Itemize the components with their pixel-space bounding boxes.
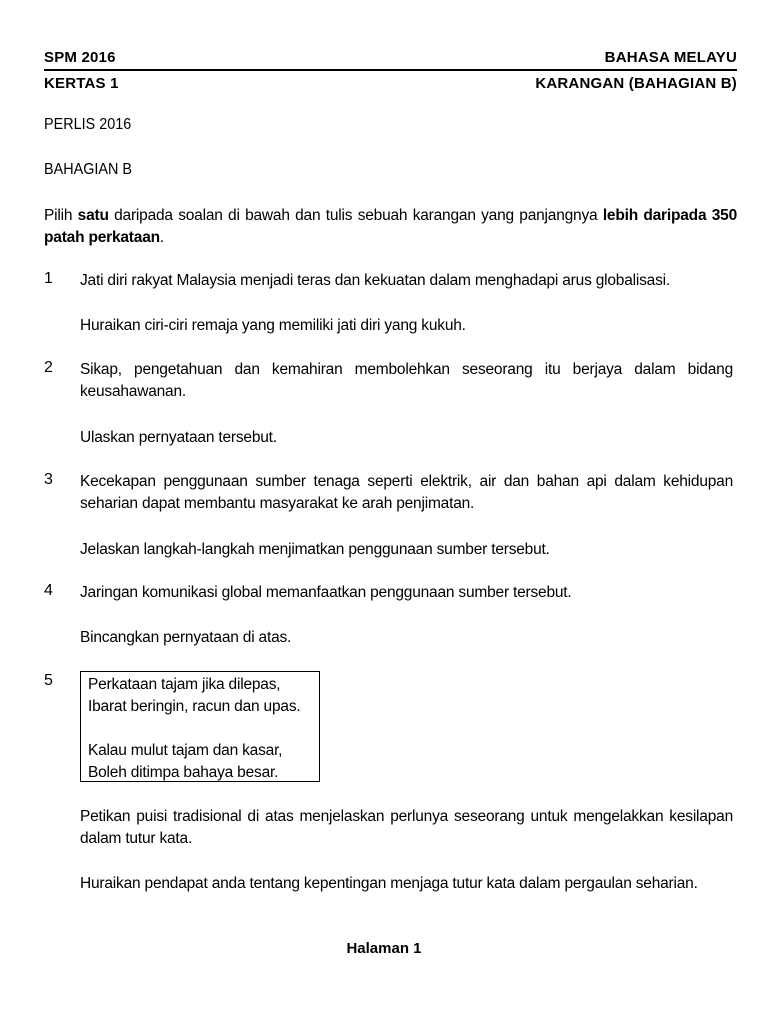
poem-line: Kalau mulut tajam dan kasar, <box>88 742 283 759</box>
question-task: Huraikan ciri-ciri remaja yang memiliki jati diri yang kukuh. <box>80 317 466 334</box>
question-number: 3 <box>44 471 53 488</box>
question-number: 4 <box>44 582 53 599</box>
section-title: BAHAGIAN B <box>44 161 133 178</box>
question-number: 2 <box>44 359 53 376</box>
page-number: Halaman 1 <box>346 940 422 957</box>
question-number: 1 <box>44 270 53 287</box>
question-statement: Jaringan komunikasi global memanfaatkan penggunaan sumber tersebut. <box>80 584 572 601</box>
poem-line: Ibarat beringin, racun dan upas. <box>88 698 301 715</box>
question-number: 5 <box>44 672 53 689</box>
header-row-top <box>44 49 737 71</box>
paper-year: SPM 2016 <box>44 49 116 66</box>
poem-line: Boleh ditimpa bahaya besar. <box>88 764 279 781</box>
state-title: PERLIS 2016 <box>44 116 132 133</box>
question-task: Bincangkan pernyataan di atas. <box>80 629 292 646</box>
poem-line: Perkataan tajam jika dilepas, <box>88 676 281 693</box>
paper-number: KERTAS 1 <box>44 75 119 92</box>
question-statement: Kecekapan penggunaan sumber tenaga seperti elektrik, air dan bahan api dalam kehidupan seharian dapat membantu masyarakat ke arah penjimatan. <box>80 473 733 512</box>
question-statement: Sikap, pengetahuan dan kemahiran membolehkan seseorang itu berjaya dalam bidang keusahawanan. <box>80 361 733 400</box>
question-statement: Jati diri rakyat Malaysia menjadi teras dan kekuatan dalam menghadapi arus globalisasi. <box>80 272 671 289</box>
subject-title: BAHASA MELAYU <box>604 49 737 66</box>
question-task: Jelaskan langkah-langkah menjimatkan penggunaan sumber tersebut. <box>80 541 550 558</box>
instruction-emphasis-one: satu <box>77 207 109 224</box>
instruction-emphasis-word-count: lebih daripada 350 patah perkataan <box>44 207 737 246</box>
header-row-bottom <box>44 75 737 92</box>
question-task: Huraikan pendapat anda tentang kepentingan menjaga tutur kata dalam pergaulan seharian. <box>80 875 698 892</box>
paper-section-title: KARANGAN (BAHAGIAN B) <box>535 75 737 92</box>
instruction-text: Pilih satu daripada soalan di bawah dan tulis sebuah karangan yang panjangnya lebih daripada 350 patah perkataan. <box>44 207 737 246</box>
question-statement: Petikan puisi tradisional di atas menjelaskan perlunya seseorang untuk mengelakkan kesilapan dalam tutur kata. <box>80 808 733 847</box>
question-task: Ulaskan pernyataan tersebut. <box>80 429 277 446</box>
poem-box <box>80 671 320 782</box>
